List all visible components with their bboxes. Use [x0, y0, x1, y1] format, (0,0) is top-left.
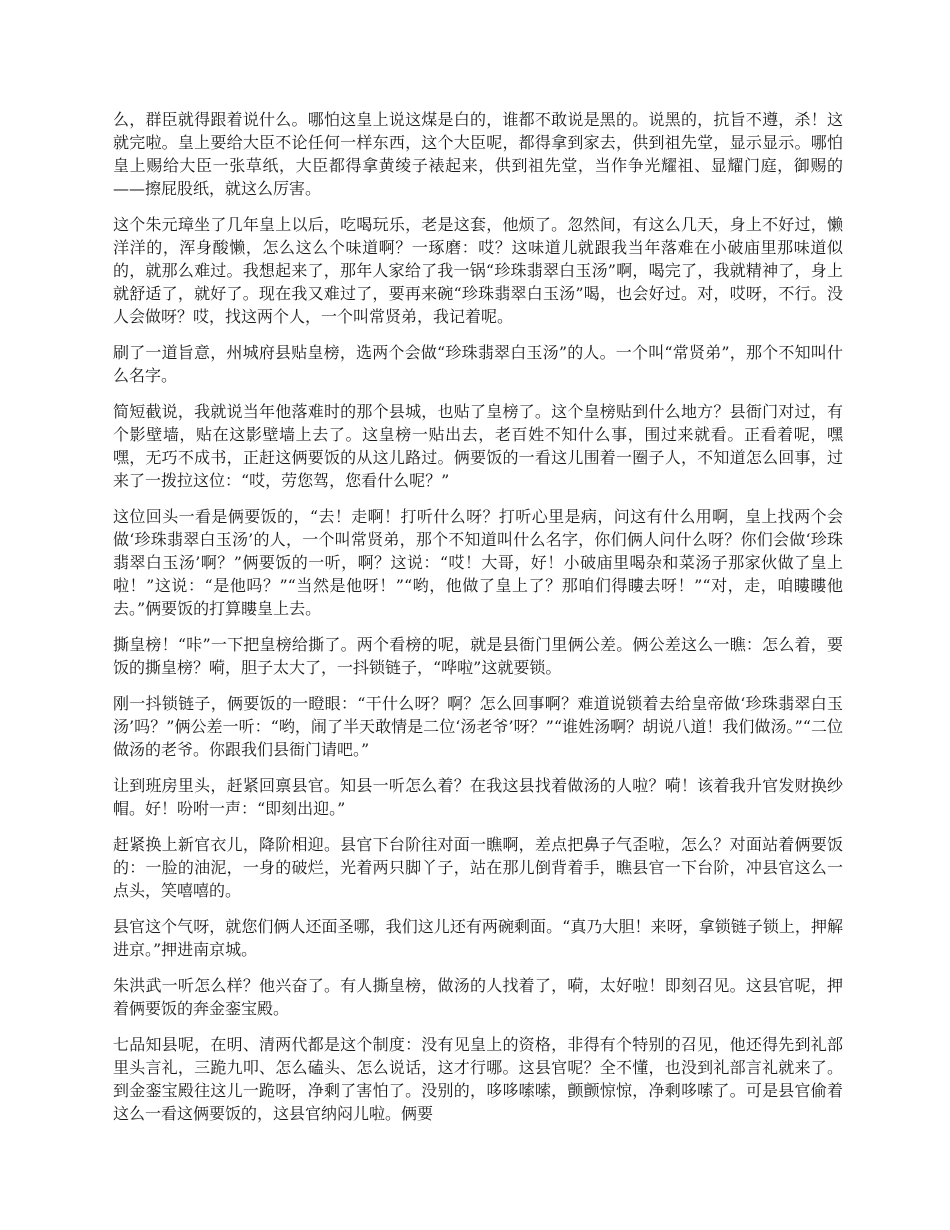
paragraph-4: 简短截说，我就说当年他落难时的那个县城，也贴了皇榜了。这个皇榜贴到什么地方？县衙门对过，有个影壁墙，贴在这影壁墙上去了。这皇榜一贴出去，老百姓不知什么事，围过来就看。正看着呢，嘿嘿，无巧不成书，正赶这俩要饭的从这儿路过。俩要饭的一看这儿围着一圈子人，不知道怎么回事，过来了一拨拉这位：“哎，劳您驾，您看什么呢？” — [113, 402, 843, 490]
document-page — [113, 108, 843, 1138]
paragraph-11: 朱洪武一听怎么样？他兴奋了。有人撕皇榜，做汤的人找着了，嗬，太好啦！即刻召见。这县官呢，押着俩要饭的奔金銮宝殿。 — [113, 976, 843, 1018]
paragraph-6: 撕皇榜！“咔”一下把皇榜给撕了。两个看榜的呢，就是县衙门里俩公差。俩公差这么一瞧：怎么着，要饭的撕皇榜？嗬，胆子太大了，一抖锁链子，“哗啦”这就要锁。 — [113, 635, 843, 677]
paragraph-10: 县官这个气呀，就您们俩人还面圣哪，我们这儿还有两碗剩面。“真乃大胆！来呀，拿锁链子锁上，押解进京。”押进南京城。 — [113, 917, 843, 959]
paragraph-2: 这个朱元璋坐了几年皇上以后，吃喝玩乐，老是这套，他烦了。忽然间，有这么几天，身上不好过，懒洋洋的，浑身酸懒，怎么这么个味道啊？一琢磨：哎？这味道儿就跟我当年落难在小破庙里那味道似的，就那么难过。我想起来了，那年人家给了我一锅“珍珠翡翠白玉汤”啊，喝完了，我就精神了，身上就舒适了，就好了。现在我又难过了，要再来碗“珍珠翡翠白玉汤”喝，也会好过。对，哎呀，不行。没人会做呀？哎，找这两个人，一个叫常贤弟，我记着呢。 — [113, 215, 843, 326]
paragraph-8: 让到班房里头，赶紧回禀县官。知县一听怎么着？在我这县找着做汤的人啦？嗬！该着我升官发财换纱帽。好！吩咐一声：“即刻出迎。” — [113, 776, 843, 818]
paragraph-9: 赶紧换上新官衣儿，降阶相迎。县官下台阶往对面一瞧啊，差点把鼻子气歪啦，怎么？对面站着俩要饭的：一脸的油泥，一身的破烂，光着两只脚丫子，站在那儿倒背着手，瞧县官一下台阶，冲县官这么一点头，笑嘻嘻的。 — [113, 835, 843, 900]
paragraph-5: 这位回头一看是俩要饭的，“去！走啊！打听什么呀？打听心里是病，问这有什么用啊，皇上找两个会做‘珍珠翡翠白玉汤’的人，一个叫常贤弟，那个不知道叫什么名字，你们俩人问什么呀？你们会做‘珍珠翡翠白玉汤’啊？”俩要饭的一听，啊？这说：“哎！大哥，好！小破庙里喝杂和菜汤子那家伙做了皇上啦！”这说：“是他吗？”“当然是他呀！”“哟，他做了皇上了？那咱们得瞜去呀！”“对，走，咱瞜瞜他去。”俩要饭的打算瞜皇上去。 — [113, 507, 843, 618]
paragraph-7: 刚一抖锁链子，俩要饭的一瞪眼：“干什么呀？啊？怎么回事啊？难道说锁着去给皇帝做‘珍珠翡翠白玉汤’吗？”俩公差一听：“哟，闹了半天敢情是二位‘汤老爷’呀？”“谁姓汤啊？胡说八道！我们做汤。”“二位做汤的老爷。你跟我们县衙门请吧。” — [113, 694, 843, 759]
paragraph-1: 么，群臣就得跟着说什么。哪怕这皇上说这煤是白的，谁都不敢说是黑的。说黑的，抗旨不遵，杀！这就完啦。皇上要给大臣不论任何一样东西，这个大臣呢，都得拿到家去，供到祖先堂，显示显示。哪怕皇上赐给大臣一张草纸，大臣都得拿黄绫子裱起来，供到祖先堂，当作争光耀祖、显耀门庭，御赐的——擦屁股纸，就这么厉害。 — [113, 110, 843, 198]
paragraph-3: 刷了一道旨意，州城府县贴皇榜，选两个会做“珍珠翡翠白玉汤”的人。一个叫“常贤弟”，那个不知叫什么名字。 — [113, 343, 843, 385]
paragraph-12: 七品知县呢，在明、清两代都是这个制度：没有见皇上的资格，非得有个特别的召见，他还得先到礼部里头言礼，三跪九叩、怎么磕头、怎么说话，这才行哪。这县官呢？全不懂，也没到礼部言礼就来了。到金銮宝殿往这儿一跪呀，净剩了害怕了。没别的，哆哆嗦嗦，颤颤惊惊，净剩哆嗦了。可是县官偷着这么一看这俩要饭的，这县官纳闷儿啦。俩要 — [113, 1035, 843, 1123]
